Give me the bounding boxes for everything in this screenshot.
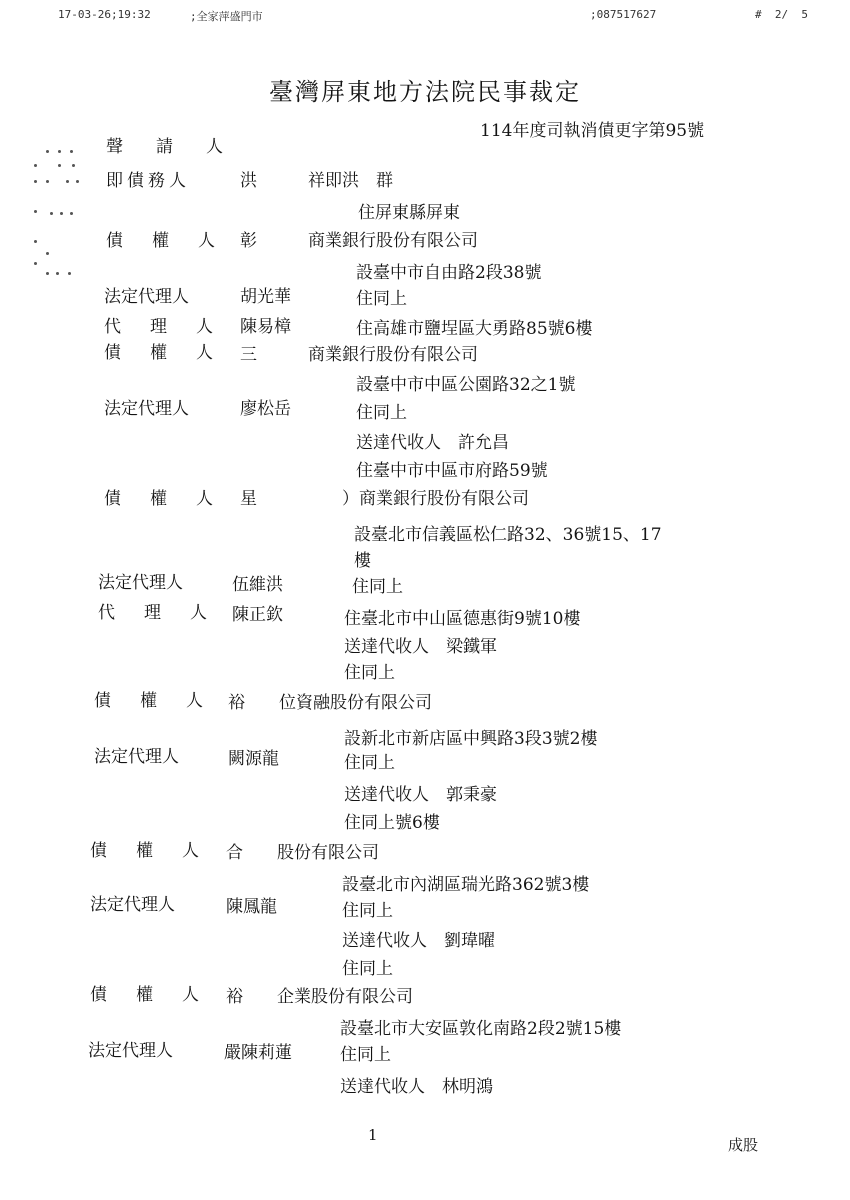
party-name: 伍維洪 bbox=[232, 575, 283, 595]
address-line: 設臺北市信義區松仁路32、36號15、17 bbox=[354, 525, 662, 545]
role-label: 即債務人 bbox=[106, 171, 190, 191]
role-label: 代 理 人 bbox=[98, 603, 213, 623]
role-label: 代 理 人 bbox=[104, 317, 219, 337]
party-name: 裕 位資融股份有限公司 bbox=[228, 693, 432, 713]
party-name: 洪 祥即洪 群 bbox=[240, 171, 393, 191]
address-line: 住同上號6樓 bbox=[344, 813, 440, 833]
service-agent-line: 送達代收人 林明鴻 bbox=[340, 1077, 493, 1097]
address-line: 設新北市新店區中興路3段3號2樓 bbox=[344, 729, 598, 749]
fax-page-indicator: # 2/ 5 bbox=[755, 8, 808, 21]
service-agent-line: 送達代收人 許允昌 bbox=[356, 433, 509, 453]
address-line: 住同上 bbox=[342, 901, 393, 921]
party-name: 合 股份有限公司 bbox=[226, 843, 379, 863]
party-name: 裕 企業股份有限公司 bbox=[226, 987, 413, 1007]
service-agent-line: 送達代收人 郭秉豪 bbox=[344, 785, 497, 805]
address-line: 住臺北市中山區德惠街9號10樓 bbox=[344, 609, 581, 629]
party-name: 陳正欽 bbox=[232, 605, 283, 625]
page-number: 1 bbox=[368, 1126, 378, 1144]
role-label: 法定代理人 bbox=[98, 573, 183, 593]
party-name: 陳鳳龍 bbox=[226, 897, 277, 917]
service-agent-line: 送達代收人 梁鐵軍 bbox=[344, 637, 497, 657]
party-name: 陳易樟 bbox=[240, 317, 291, 337]
fax-store: ;全家萍盛門市 bbox=[190, 10, 263, 23]
address-line: 住屏東縣屏東 bbox=[358, 203, 460, 223]
address-line: 設臺北市大安區敦化南路2段2號15樓 bbox=[340, 1019, 622, 1039]
party-name: 星 ）商業銀行股份有限公司 bbox=[240, 489, 529, 509]
role-label: 法定代理人 bbox=[104, 399, 189, 419]
service-agent-line: 送達代收人 劉瑋曜 bbox=[342, 931, 495, 951]
role-label: 債 權 人 bbox=[90, 841, 205, 861]
party-name: 三 商業銀行股份有限公司 bbox=[240, 345, 478, 365]
document-title: 臺灣屏東地方法院民事裁定 bbox=[269, 78, 581, 106]
address-line: 設臺北市內湖區瑞光路362號3樓 bbox=[342, 875, 590, 895]
party-name: 胡光華 bbox=[240, 287, 291, 307]
fax-number: ;087517627 bbox=[590, 8, 657, 21]
party-name: 彰 商業銀行股份有限公司 bbox=[240, 231, 478, 251]
role-label: 法定代理人 bbox=[90, 895, 175, 915]
party-name: 闕源龍 bbox=[228, 749, 279, 769]
address-line: 住同上 bbox=[356, 403, 407, 423]
role-label: 債 權 人 bbox=[90, 985, 205, 1005]
case-number: 114年度司執消債更字第95號 bbox=[480, 121, 705, 141]
address-line: 樓 bbox=[354, 551, 371, 571]
role-label: 法定代理人 bbox=[94, 747, 179, 767]
address-line: 住同上 bbox=[344, 663, 395, 683]
address-line: 住同上 bbox=[352, 577, 403, 597]
address-line: 住同上 bbox=[344, 753, 395, 773]
party-name: 廖松岳 bbox=[240, 399, 291, 419]
role-label: 債 權 人 bbox=[104, 489, 219, 509]
address-line: 住同上 bbox=[342, 959, 393, 979]
address-line: 住同上 bbox=[356, 289, 407, 309]
address-line: 設臺中市自由路2段38號 bbox=[356, 263, 542, 283]
party-name: 嚴陳莉蓮 bbox=[224, 1043, 292, 1063]
address-line: 住同上 bbox=[340, 1045, 391, 1065]
address-line: 住高雄市鹽埕區大勇路85號6樓 bbox=[356, 319, 593, 339]
address-line: 住臺中市中區市府路59號 bbox=[356, 461, 548, 481]
role-label: 聲 請 人 bbox=[106, 137, 231, 157]
role-label: 債 權 人 bbox=[94, 691, 209, 711]
role-label: 債 權 人 bbox=[106, 231, 221, 251]
address-line: 設臺中市中區公園路32之1號 bbox=[356, 375, 576, 395]
role-label: 法定代理人 bbox=[104, 287, 189, 307]
role-label: 債 權 人 bbox=[104, 343, 219, 363]
role-label: 法定代理人 bbox=[88, 1041, 173, 1061]
fax-datetime: 17-03-26;19:32 bbox=[58, 8, 151, 21]
footer-label: 成股 bbox=[728, 1136, 759, 1154]
